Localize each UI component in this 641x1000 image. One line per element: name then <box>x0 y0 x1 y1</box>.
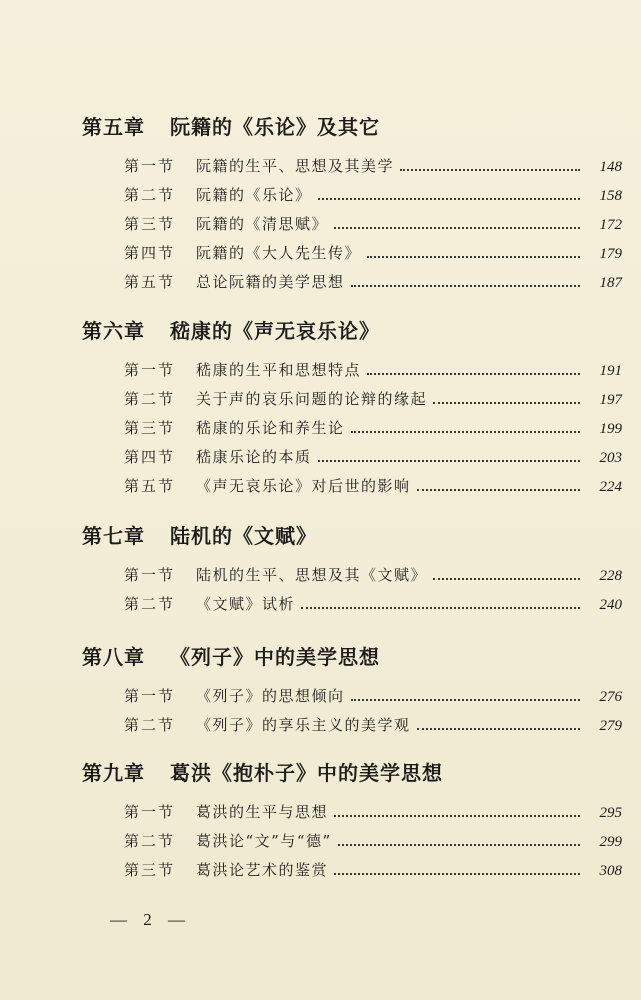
dot-leader <box>334 873 580 875</box>
toc-entry[interactable] <box>82 561 622 590</box>
page-number: 179 <box>599 246 622 262</box>
page-number: 203 <box>599 450 622 466</box>
page-number: 240 <box>599 597 622 613</box>
section-number: 第一节 <box>124 687 176 705</box>
section-list <box>82 798 622 885</box>
chapter-8 <box>82 642 622 740</box>
chapter-6 <box>82 316 622 501</box>
page-number: 197 <box>599 392 622 408</box>
toc-entry[interactable] <box>82 711 622 740</box>
section-number: 第三节 <box>124 419 176 437</box>
section-list <box>82 152 622 297</box>
section-number: 第四节 <box>124 244 176 262</box>
toc-entry[interactable] <box>82 856 622 885</box>
chapter-7 <box>82 521 622 619</box>
chapter-number: 第九章 <box>82 761 145 785</box>
chapter-heading <box>82 112 622 142</box>
section-title: 总论阮籍的美学思想 <box>196 273 345 291</box>
page-number: 299 <box>599 834 622 850</box>
page-number: 308 <box>599 863 622 879</box>
toc-entry[interactable] <box>82 239 622 268</box>
chapter-9 <box>82 758 622 885</box>
page-number: 172 <box>599 217 622 233</box>
dot-leader <box>433 402 580 404</box>
dot-leader <box>338 844 580 846</box>
chapter-title: 陆机的《文赋》 <box>170 524 317 548</box>
chapter-title: 葛洪《抱朴子》中的美学思想 <box>170 761 443 785</box>
toc-entry[interactable] <box>82 356 622 385</box>
chapter-heading <box>82 316 622 346</box>
section-title: 阮籍的《大人先生传》 <box>196 244 362 262</box>
section-title: 葛洪论“文”与“德” <box>196 832 332 850</box>
page-number: 279 <box>599 718 622 734</box>
page-number: 276 <box>599 689 622 705</box>
dot-leader <box>367 373 580 375</box>
chapter-title: 阮籍的《乐论》及其它 <box>170 115 380 139</box>
dot-leader <box>318 460 580 462</box>
section-number: 第二节 <box>124 716 176 734</box>
toc-entry[interactable] <box>82 268 622 297</box>
chapter-heading <box>82 758 622 788</box>
dot-leader <box>367 256 580 258</box>
toc-entry[interactable] <box>82 682 622 711</box>
section-title: 《声无哀乐论》对后世的影响 <box>196 477 411 495</box>
section-title: 《列子》的思想倾向 <box>196 687 345 705</box>
section-title: 关于声的哀乐问题的论辩的缘起 <box>196 390 428 408</box>
toc-entry[interactable] <box>82 443 622 472</box>
dot-leader <box>301 607 580 609</box>
section-list <box>82 561 622 619</box>
section-number: 第五节 <box>124 273 176 291</box>
chapter-number: 第六章 <box>82 319 145 343</box>
section-number: 第二节 <box>124 186 176 204</box>
section-list <box>82 682 622 740</box>
toc-entry[interactable] <box>82 414 622 443</box>
toc-entry[interactable] <box>82 798 622 827</box>
section-title: 阮籍的《乐论》 <box>196 186 312 204</box>
section-title: 陆机的生平、思想及其《文赋》 <box>196 566 428 584</box>
chapter-number: 第七章 <box>82 524 145 548</box>
section-title: 葛洪的生平与思想 <box>196 803 329 821</box>
dot-leader <box>334 815 580 817</box>
chapter-title: 嵇康的《声无哀乐论》 <box>170 319 380 343</box>
section-title: 阮籍的《清思赋》 <box>196 215 329 233</box>
page-number: 148 <box>599 159 622 175</box>
page-number: 191 <box>599 363 622 379</box>
section-title: 嵇康乐论的本质 <box>196 448 312 466</box>
dot-leader <box>334 227 580 229</box>
dot-leader <box>351 699 580 701</box>
toc-entry[interactable] <box>82 152 622 181</box>
section-title: 《列子》的享乐主义的美学观 <box>196 716 411 734</box>
chapter-heading <box>82 521 622 551</box>
dot-leader <box>433 578 580 580</box>
page-number: 199 <box>599 421 622 437</box>
section-number: 第三节 <box>124 215 176 233</box>
section-title: 《文赋》试析 <box>196 595 296 613</box>
section-number: 第五节 <box>124 477 176 495</box>
toc-entry[interactable] <box>82 385 622 414</box>
chapter-5 <box>82 112 622 297</box>
section-title: 阮籍的生平、思想及其美学 <box>196 157 395 175</box>
section-number: 第二节 <box>124 390 176 408</box>
page-number: 187 <box>599 275 622 291</box>
chapter-heading <box>82 642 622 672</box>
toc-entry[interactable] <box>82 181 622 210</box>
dot-leader <box>417 728 580 730</box>
toc-entry[interactable] <box>82 827 622 856</box>
toc-entry[interactable] <box>82 590 622 619</box>
chapter-title: 《列子》中的美学思想 <box>170 645 380 669</box>
dot-leader <box>351 285 580 287</box>
section-title: 嵇康的乐论和养生论 <box>196 419 345 437</box>
page-number: 228 <box>599 568 622 584</box>
section-list <box>82 356 622 501</box>
section-number: 第二节 <box>124 832 176 850</box>
page-number: 158 <box>599 188 622 204</box>
page-number: 224 <box>599 479 622 495</box>
dot-leader <box>351 431 580 433</box>
section-title: 葛洪论艺术的鉴赏 <box>196 861 329 879</box>
section-number: 第一节 <box>124 566 176 584</box>
page-footer-number: — 2 — <box>110 910 191 929</box>
chapter-number: 第五章 <box>82 115 145 139</box>
chapter-number: 第八章 <box>82 645 145 669</box>
toc-entry[interactable] <box>82 210 622 239</box>
section-number: 第一节 <box>124 803 176 821</box>
dot-leader <box>400 169 580 171</box>
toc-entry[interactable] <box>82 472 622 501</box>
section-number: 第一节 <box>124 157 176 175</box>
section-number: 第二节 <box>124 595 176 613</box>
dot-leader <box>417 489 580 491</box>
page-number: 295 <box>599 805 622 821</box>
section-number: 第四节 <box>124 448 176 466</box>
dot-leader <box>318 198 580 200</box>
section-title: 嵇康的生平和思想特点 <box>196 361 362 379</box>
section-number: 第三节 <box>124 861 176 879</box>
section-number: 第一节 <box>124 361 176 379</box>
